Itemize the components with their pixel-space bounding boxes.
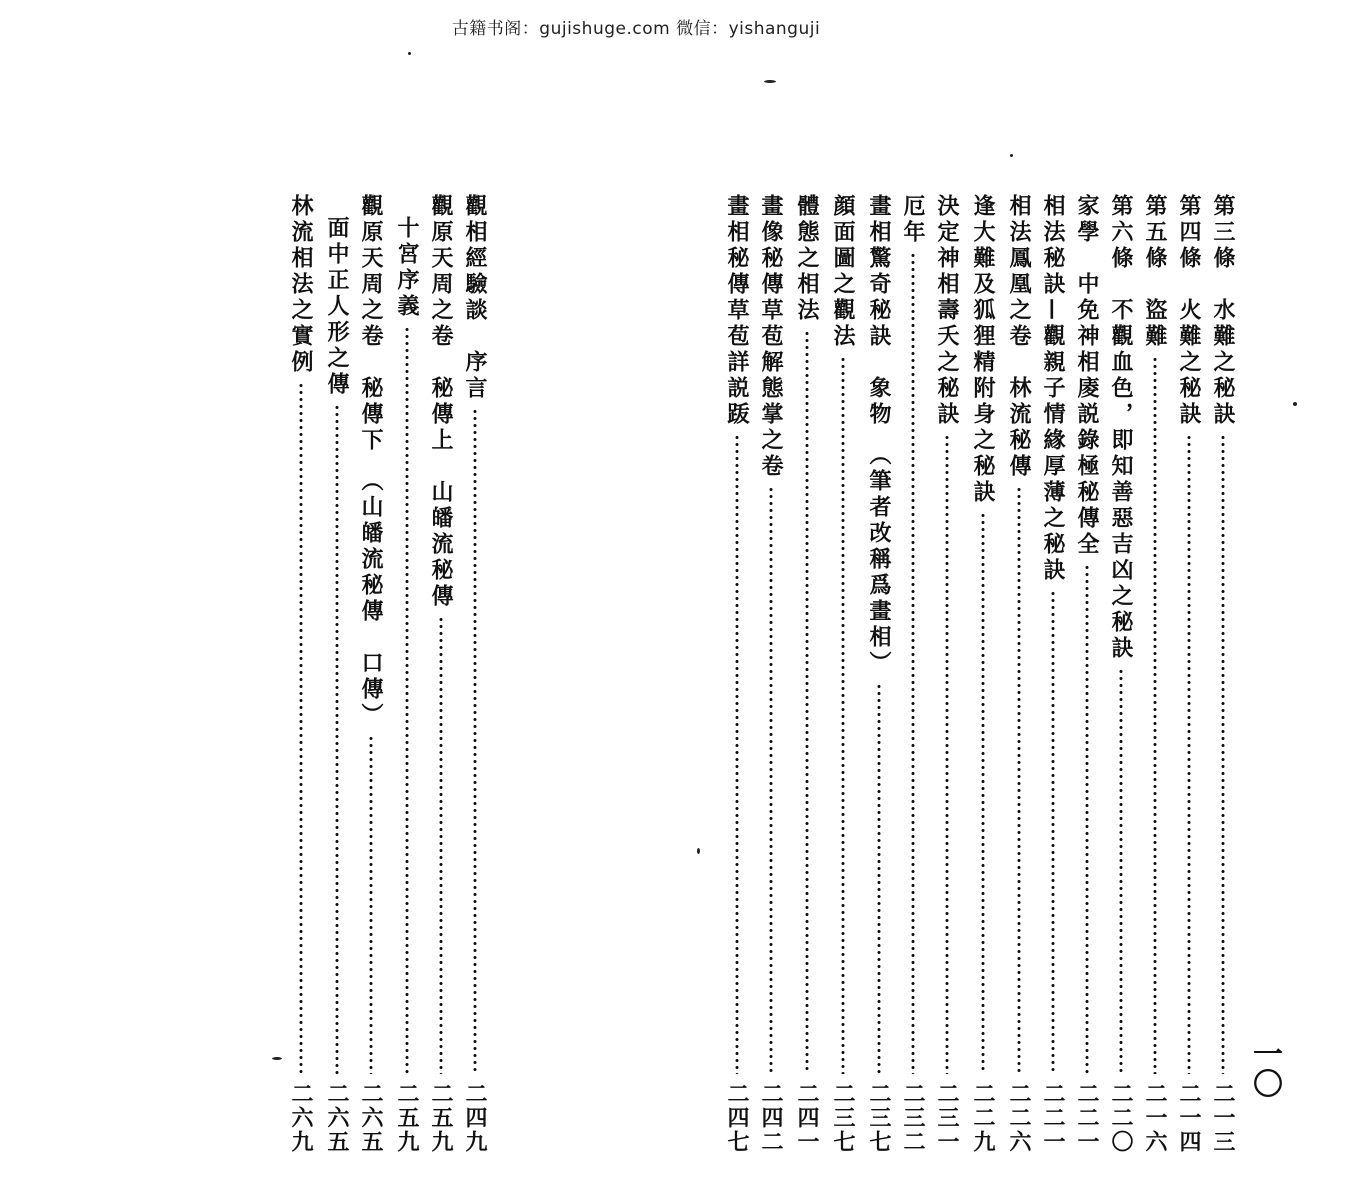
- toc-entry-page: 二二九: [970, 1082, 996, 1154]
- dot-leader: [805, 330, 809, 1074]
- toc-entry[interactable]: [722, 194, 752, 1154]
- dot-leader: [1153, 356, 1157, 1074]
- toc-entry-page: 二一六: [1142, 1082, 1168, 1154]
- dot-leader: [1221, 434, 1225, 1074]
- toc-entry-title: 觀原天周之卷 秘傳上 山皤流秘傳: [428, 194, 454, 610]
- toc-entry-page: 二五九: [428, 1082, 454, 1154]
- toc-entry[interactable]: [756, 194, 786, 1154]
- toc-entry-title: 畫相秘傳草苞詳説䟦: [724, 194, 750, 428]
- toc-entry[interactable]: [392, 216, 422, 1154]
- toc-entry[interactable]: [286, 194, 316, 1154]
- toc-entry-page: 二一四: [1176, 1082, 1202, 1154]
- toc-entry-title: 林流相法之實例: [288, 194, 314, 376]
- toc-entry[interactable]: [1174, 194, 1204, 1154]
- toc-entry-page: 二三一: [934, 1082, 960, 1154]
- toc-entry-title: 相法鳳凰之卷 林流秘傳: [1006, 194, 1032, 480]
- toc-entry-page: 二五九: [394, 1082, 420, 1154]
- toc-entry-page: 二三七: [866, 1082, 892, 1154]
- scan-speck: [697, 848, 700, 854]
- page-number: 一〇: [1247, 1038, 1282, 1098]
- toc-entry[interactable]: [1208, 194, 1238, 1154]
- toc-entry[interactable]: [828, 194, 858, 1154]
- dot-leader: [1017, 486, 1021, 1074]
- toc-entry-title: 畫相驚奇秘訣 象物 （筆者改稱爲畫相）: [866, 194, 892, 677]
- dot-leader: [1085, 564, 1089, 1074]
- toc-entry[interactable]: [792, 194, 822, 1154]
- toc-entry[interactable]: [1140, 194, 1170, 1154]
- dot-leader: [405, 326, 409, 1074]
- toc-entry-title: 體態之相法: [794, 194, 820, 324]
- toc-entry-title: 相法秘訣—觀親子情緣厚薄之秘訣: [1040, 194, 1066, 584]
- toc-entry-page: 二二一: [1040, 1082, 1066, 1154]
- dot-leader: [473, 408, 477, 1074]
- toc-entry-title: 顔面圖之觀法: [830, 194, 856, 350]
- toc-entry-page: 二四九: [462, 1082, 488, 1154]
- toc-entry-page: 二四一: [794, 1082, 820, 1154]
- scan-speck: [764, 80, 776, 83]
- toc-entry[interactable]: [460, 194, 490, 1154]
- toc-entry-page: 二六九: [288, 1082, 314, 1154]
- toc-entry-title: 逢大難及狐狸精附身之秘訣: [970, 194, 996, 506]
- dot-leader: [945, 434, 949, 1074]
- toc-entry[interactable]: [864, 194, 894, 1154]
- toc-entry-title: 第六條 不觀血色，即知善惡吉凶之秘訣: [1108, 194, 1134, 662]
- toc-entry-title: 第五條 盜難: [1142, 194, 1168, 350]
- toc-entry[interactable]: [356, 194, 386, 1154]
- dot-leader: [1187, 434, 1191, 1074]
- toc-entry-title: 面中正人形之傳: [324, 216, 350, 398]
- scan-speck: [272, 1057, 282, 1060]
- toc-entry[interactable]: [932, 194, 962, 1154]
- dot-leader: [981, 512, 985, 1074]
- toc-entry-page: 二二一: [1074, 1082, 1100, 1154]
- scan-speck: [1293, 402, 1297, 406]
- dot-leader: [735, 434, 739, 1074]
- toc-entry-page: 二二〇: [1108, 1082, 1134, 1154]
- toc-entry-title: 家學 中免神相庱説錄極秘傳全: [1074, 194, 1100, 558]
- toc-entry[interactable]: [1106, 194, 1136, 1154]
- toc-entry-title: 第三條 水難之秘訣: [1210, 194, 1236, 428]
- toc-entry[interactable]: [1072, 194, 1102, 1154]
- dot-leader: [769, 486, 773, 1074]
- toc-entry-page: 二三七: [830, 1082, 856, 1154]
- toc-entry[interactable]: [322, 216, 352, 1154]
- toc-entry-title: 觀相經驗談 序言: [462, 194, 488, 402]
- toc-entry-page: 二二六: [1006, 1082, 1032, 1154]
- toc-entry-title: 十宮序義: [394, 216, 420, 320]
- toc-entry-page: 二三二: [900, 1082, 926, 1154]
- scan-speck: [1010, 154, 1013, 157]
- toc-entry-page: 二六五: [358, 1082, 384, 1154]
- dot-leader: [1051, 590, 1055, 1074]
- dot-leader: [369, 735, 373, 1074]
- toc-entry-title: 厄年: [900, 194, 926, 246]
- dot-leader: [299, 382, 303, 1074]
- dot-leader: [877, 683, 881, 1074]
- toc-entry[interactable]: [1038, 194, 1068, 1154]
- toc-entry-page: 二四七: [724, 1082, 750, 1154]
- toc-entry-title: 觀原天周之卷 秘傳下 （山皤流秘傳 口傳）: [358, 194, 384, 729]
- scan-speck: [408, 52, 411, 55]
- toc-entry[interactable]: [968, 194, 998, 1154]
- toc-entry-page: 二六五: [324, 1082, 350, 1154]
- toc-entry-title: 決定神相壽夭之秘訣: [934, 194, 960, 428]
- dot-leader: [335, 404, 339, 1074]
- toc-entry-page: 二一三: [1210, 1082, 1236, 1154]
- toc-entry-title: 畫像秘傳草苞解態掌之卷: [758, 194, 784, 480]
- toc-entry[interactable]: [426, 194, 456, 1154]
- toc-entry-page: 二四二: [758, 1082, 784, 1154]
- dot-leader: [911, 252, 915, 1074]
- toc-entry-title: 第四條 火難之秘訣: [1176, 194, 1202, 428]
- dot-leader: [439, 616, 443, 1074]
- dot-leader: [841, 356, 845, 1074]
- toc-entry[interactable]: [1004, 194, 1034, 1154]
- dot-leader: [1119, 668, 1123, 1074]
- toc-entry[interactable]: [898, 194, 928, 1154]
- watermark-header: 古籍书阁：gujishuge.com 微信：yishanguji: [451, 19, 821, 39]
